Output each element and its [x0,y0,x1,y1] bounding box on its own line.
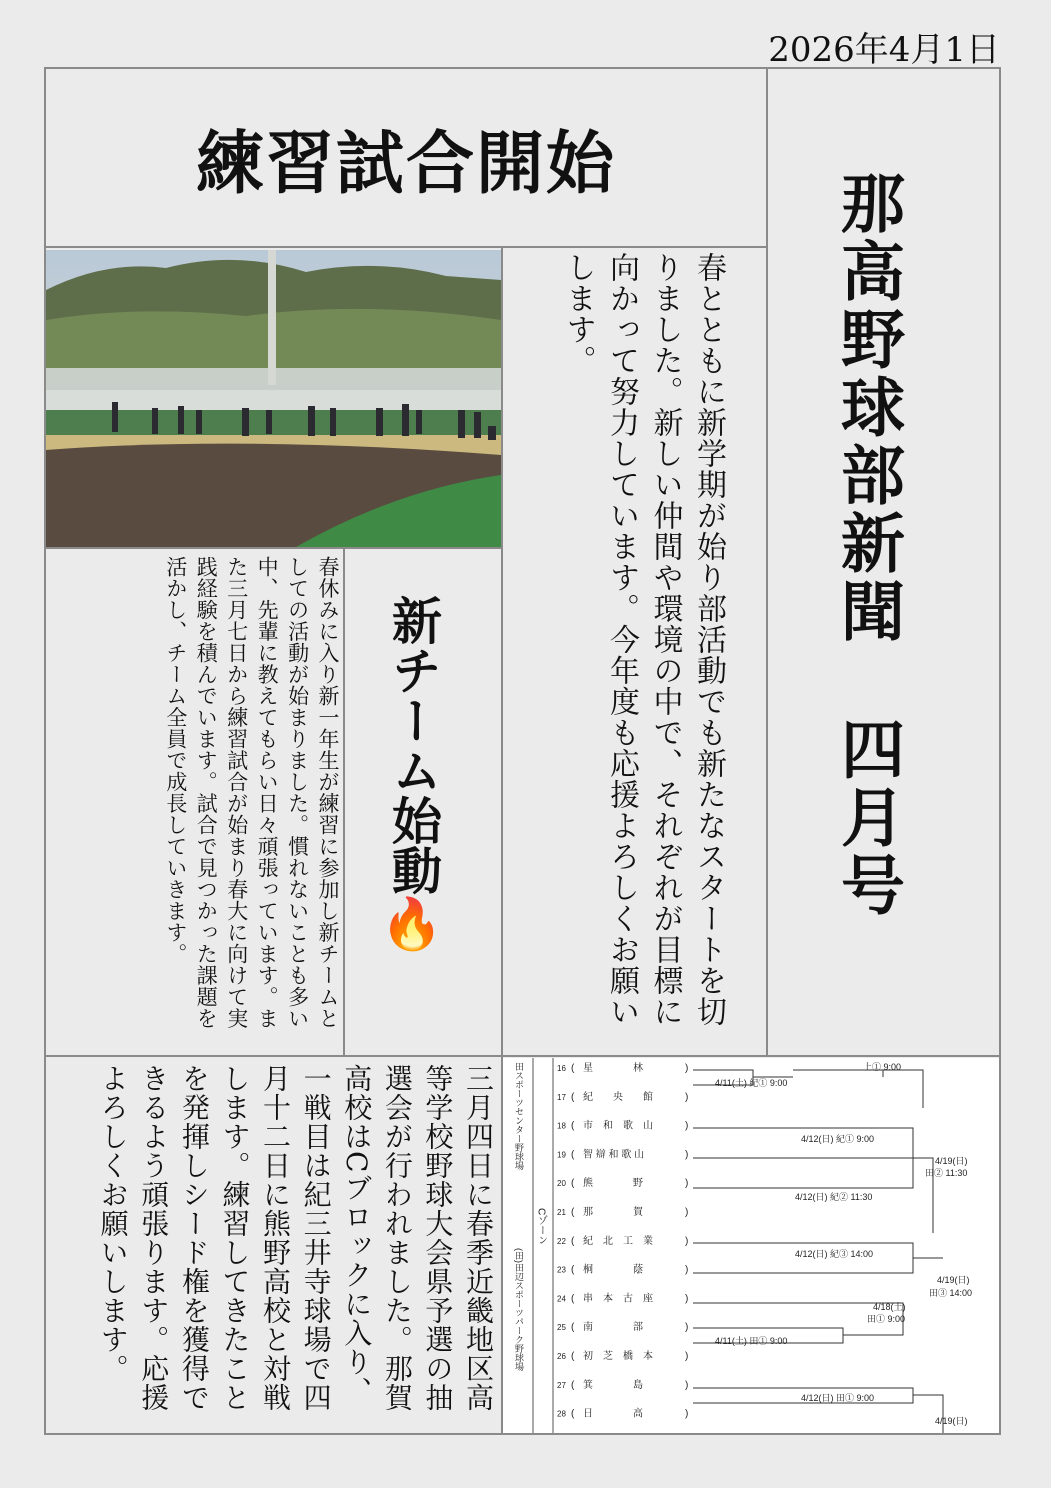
headline-rule [46,246,766,248]
second-story-headline [384,595,442,1015]
top-story-body: 春とともに新学期が始り部活動でも新たなスタートを切りました。新しい仲間や環境の中で、それぞれが目標に向かって努力しています。今年度も応援よろしくお願いします。 [560,252,726,1027]
top-story-headline: 練習試合開始 [195,125,616,204]
venue-bottom-label: (田)田辺スポーツパーク野球場 [514,1248,524,1371]
team-practice-photo [46,250,501,547]
paren-close: ) [685,1408,689,1420]
tournament-bracket [503,1058,999,1433]
team-row [557,1320,688,1333]
paren-open: ( [571,1293,575,1305]
team-name: 那 賀 [583,1207,643,1218]
team-row [557,1349,688,1362]
team-number: 21 [557,1208,566,1217]
team-number: 17 [557,1092,566,1102]
team-name: 日 高 [583,1408,643,1420]
team-name: 智 辯 和 歌 山 [583,1149,645,1161]
game-label: 4/19(日) [937,1275,970,1285]
team-number: 22 [557,1236,566,1246]
team-row [557,1147,688,1160]
team-row [557,1234,688,1247]
game-label: 田① 9:00 [867,1314,906,1324]
team-name: 紀 央 館 [583,1091,653,1103]
issue-date: 2026年4月1日 [768,30,1000,70]
game-label: 4/19(日) [935,1156,968,1166]
team-name: 初 芝 橋 本 [583,1351,653,1362]
paren-close: ) [685,1322,689,1334]
team-name: 熊 野 [583,1178,643,1190]
team-name: 桐 蔭 [583,1264,643,1276]
team-row [557,1205,688,1218]
second-story-title: 新チーム始動 [384,595,442,895]
paren-close: ) [685,1149,689,1161]
zone-label: Cゾーン [535,1208,547,1246]
team-row [557,1061,688,1074]
game-label: 4/18(土) [873,1302,906,1312]
game-label: 4/11(土) 田① 9:00 [715,1336,788,1346]
team-row [557,1263,688,1276]
game-label: 4/12(日) 田① 9:00 [801,1393,875,1403]
team-number: 28 [557,1409,566,1419]
venue-top-label: 田スポーツセンター野球場 [514,1062,524,1170]
paren-close: ) [685,1063,689,1074]
paren-open: ( [571,1264,575,1276]
team-row [557,1090,688,1103]
team-number: 20 [557,1179,566,1189]
team-name: 市 和 歌 山 [583,1120,653,1132]
team-number: 24 [557,1294,566,1304]
team-number: 27 [557,1380,566,1390]
team-number: 23 [557,1265,566,1275]
paren-open: ( [571,1207,575,1218]
paren-open: ( [571,1351,575,1362]
paren-close: ) [685,1178,689,1190]
paren-close: ) [685,1091,689,1103]
team-name: 南 部 [583,1322,643,1334]
masthead-issue: 四月号 [830,716,904,920]
game-label: 4/12(日) 紀① 9:00 [801,1134,875,1144]
game-label: 4/12(日) 紀② 11:30 [795,1192,873,1202]
second-story-body: 春休みに入り新一年生が練習に参加し新チームとしての活動が始まりました。慣れないことも多い中、先輩に教えてもらい日々頑張っています。また三月七日から練習試合が始まり春大に向けて実践経験を積んでいます。試合で見つかった課題を活かし、チーム全員で成長していきます。 [163,556,340,1029]
masthead-title: 那高野球部新聞 [830,170,904,646]
game-label: 4/11(土) 紀① 9:00 [715,1078,788,1088]
paren-close: ) [685,1379,689,1391]
paren-close: ) [685,1235,689,1247]
team-number: 25 [557,1323,566,1333]
team-number: 19 [557,1150,566,1160]
team-name: 箕 島 [583,1379,643,1391]
paren-open: ( [571,1408,575,1420]
third-story-body: 三月四日に春季近畿地区高等学校野球大会県予選の抽選会が行われました。那賀高校はCブロックに入り、一戦目は紀三井寺球場で四月十二日に熊野高校と対戦します。練習してきたことを発揮しシード権を獲得できるよう頑張ります。応援よろしくお願いします。 [96,1064,495,1412]
game-label: 4/12(日) 紀③ 14:00 [795,1249,874,1259]
paren-close: ) [685,1120,689,1132]
paren-close: ) [685,1351,689,1362]
game-label: 田② 11:30 [925,1168,968,1178]
paren-close: ) [685,1264,689,1276]
team-number: 16 [557,1064,566,1073]
masthead [830,170,904,1050]
team-number: 26 [557,1352,566,1361]
paren-close: ) [685,1293,689,1305]
paren-open: ( [571,1322,575,1334]
team-row [557,1378,688,1391]
photo-rule [46,547,501,549]
paren-open: ( [571,1149,575,1161]
paren-open: ( [571,1178,575,1190]
paren-open: ( [571,1091,575,1103]
team-name: 串 本 古 座 [583,1293,653,1305]
team-name: 紀 北 工 業 [583,1235,653,1247]
team-name: 星 林 [583,1063,643,1074]
game-label: 上① 9:00 [863,1062,902,1072]
fire-emoji-icon: 🔥 [384,895,442,957]
paren-open: ( [571,1063,575,1074]
lower-rule [46,1055,999,1057]
game-label: 田③ 14:00 [929,1288,973,1298]
story2-divider [343,549,345,1055]
paren-open: ( [571,1120,575,1132]
paren-close: ) [685,1207,689,1218]
paren-open: ( [571,1379,575,1391]
paren-open: ( [571,1235,575,1247]
team-row [557,1291,688,1304]
team-row [557,1407,688,1420]
team-row [557,1119,688,1132]
photo-illustration [46,250,501,547]
masthead-divider [766,68,768,1055]
bracket-svg [503,1058,999,1433]
team-row [557,1176,688,1189]
game-label: 4/19(日) [935,1416,968,1426]
team-number: 18 [557,1121,566,1131]
